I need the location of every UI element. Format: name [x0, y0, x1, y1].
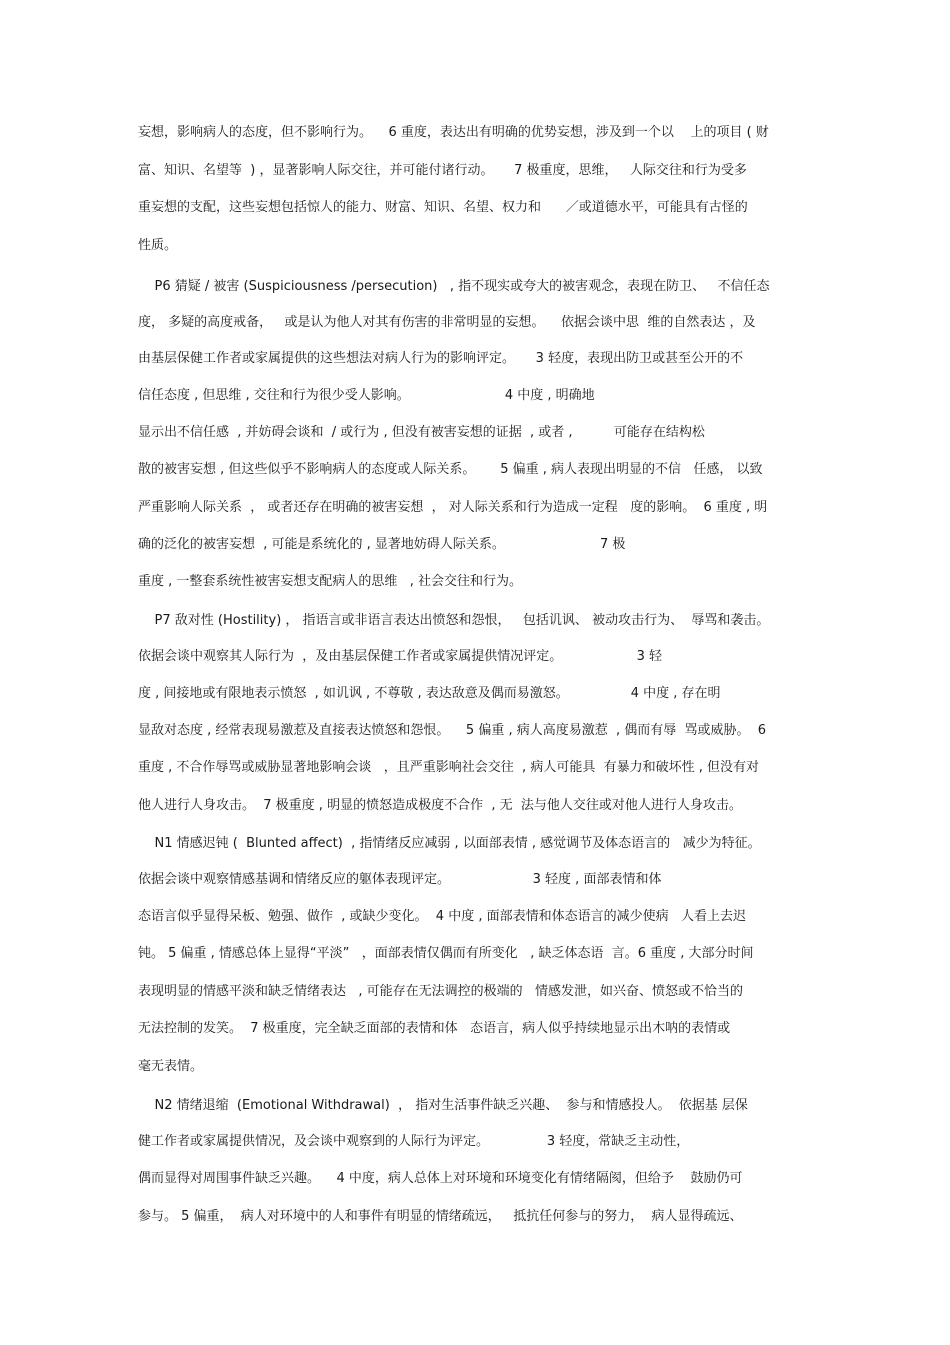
text-line: 确的泛化的被害妄想 , 可能是系统化的 , 显著地妨碍人际关系。 7 极 [138, 537, 626, 552]
text-line: 严重影响人际关系 ， 或者还存在明确的被害妄想 ， 对人际关系和行为造成一定程 度的影响。 6 重度 , 明 [138, 500, 768, 515]
text-line: 无法控制的发笑。 7 极重度，完全缺乏面部的表情和体 态语言，病人似乎持续地显示出木呐的表情或 [138, 1021, 731, 1036]
text-line: 显敌对态度 , 经常表现易激惹及直接表达愤怒和怨恨。 5 偏重 , 病人高度易激惹 , 偶而有辱 骂或威胁。 6 [138, 723, 767, 738]
text-line: 依据会谈中观察情感基调和情绪反应的躯体表现评定。 3 轻度 , 面部表情和体 [138, 872, 662, 887]
text-line: 重妄想的支配，这些妄想包括惊人的能力、财富、知识、名望、权力和 ／或道德水平，可能具有古怪的 [138, 200, 748, 215]
text-line: 钝。 5 偏重 , 情感总体上显得“平淡” ，面部表情仅偶而有所变化 , 缺乏体态语 言。6 重度 , 大部分时间 [138, 946, 754, 961]
text-line: P7 敌对性 (Hostility) ， 指语言或非语言表达出愤怒和怨恨， 包括讥讽、 被动攻击行为、 辱骂和袭击。 [138, 613, 770, 628]
text-line: 妄想，影响病人的态度，但不影响行为。 6 重度，表达出有明确的优势妄想，涉及到一个以 上的项目 ( 财 [138, 125, 769, 140]
text-line: N1 情感迟钝 ( Blunted affect) , 指情绪反应减弱 , 以面部表情 , 感觉调节及体态语言的 减少为特征。 [138, 836, 761, 851]
text-line: 依据会谈中观察其人际行为 ，及由基层保健工作者或家属提供情况评定。 3 轻 [138, 649, 663, 664]
text-line: 偶而显得对周围事件缺乏兴趣。 4 中度，病人总体上对环境和环境变化有情绪隔阂，但给予 鼓励仍可 [138, 1171, 743, 1186]
text-line: 表现明显的情感平淡和缺乏情绪表达 , 可能存在无法调控的极端的 情感发泄，如兴奋、愤怒或不恰当的 [138, 984, 744, 999]
text-line: 参与。 5 偏重， 病人对环境中的人和事件有明显的情绪疏远， 抵抗任何参与的努力， 病人显得疏远、 [138, 1209, 743, 1224]
text-line: 散的被害妄想 , 但这些似乎不影响病人的态度或人际关系。 5 偏重 , 病人表现出明显的不信 任感， 以致 [138, 462, 763, 477]
text-line: 富、知识、名望等 ) ，显著影响人际交往，并可能付诸行动。 7 极重度，思维， 人际交往和行为受多 [138, 163, 747, 178]
text-line: 度， 多疑的高度戒备， 或是认为他人对其有伤害的非常明显的妄想。 依据会谈中思 维的自然表达 ，及 [138, 315, 756, 330]
text-line: 度 , 间接地或有限地表示愤怒 , 如讥讽 , 不尊敬 , 表达敌意及偶而易激怒。 4 中度 , 存在明 [138, 686, 721, 701]
text-line: 信任态度 , 但思维 , 交往和行为很少受人影响。 4 中度 , 明确地 [138, 388, 595, 403]
text-line: 由基层保健工作者或家属提供的这些想法对病人行为的影响评定。 3 轻度，表现出防卫或甚至公开的不 [138, 351, 744, 366]
text-line: 性质。 [138, 238, 178, 253]
text-line: N2 情绪退缩 (Emotional Withdrawal) ， 指对生活事件缺乏兴趣、 参与和情感投人。 依据基 层保 [138, 1098, 748, 1113]
text-line: 他人进行人身攻击。 7 极重度 , 明显的愤怒造成极度不合作 , 无 法与他人交往或对他人进行人身攻击。 [138, 798, 742, 813]
text-line: 重度 , 一整套系统性被害妄想支配病人的思维 , 社会交往和行为。 [138, 574, 523, 589]
text-line: 态语言似乎显得呆板、勉强、做作 , 或缺少变化。 4 中度 , 面部表情和体态语言的减少使病 人看上去迟 [138, 909, 746, 924]
text-line: 重度 , 不合作辱骂或威胁显著地影响会谈 ，且严重影响社会交往 , 病人可能具 有暴力和破坏性 , 但没有对 [138, 760, 759, 775]
text-line: P6 猜疑 / 被害 (Suspiciousness /persecution) , 指不现实或夸大的被害观念，表现在防卫、 不信任态 [138, 279, 770, 294]
text-line: 毫无表情。 [138, 1059, 204, 1074]
text-line: 显示出不信任感 , 并妨碍会谈和 / 或行为 , 但没有被害妄想的证据 , 或者 , 可能存在结构松 [138, 425, 705, 440]
text-line: 健工作者或家属提供情况，及会谈中观察到的人际行为评定。 3 轻度，常缺乏主动性， [138, 1134, 690, 1149]
